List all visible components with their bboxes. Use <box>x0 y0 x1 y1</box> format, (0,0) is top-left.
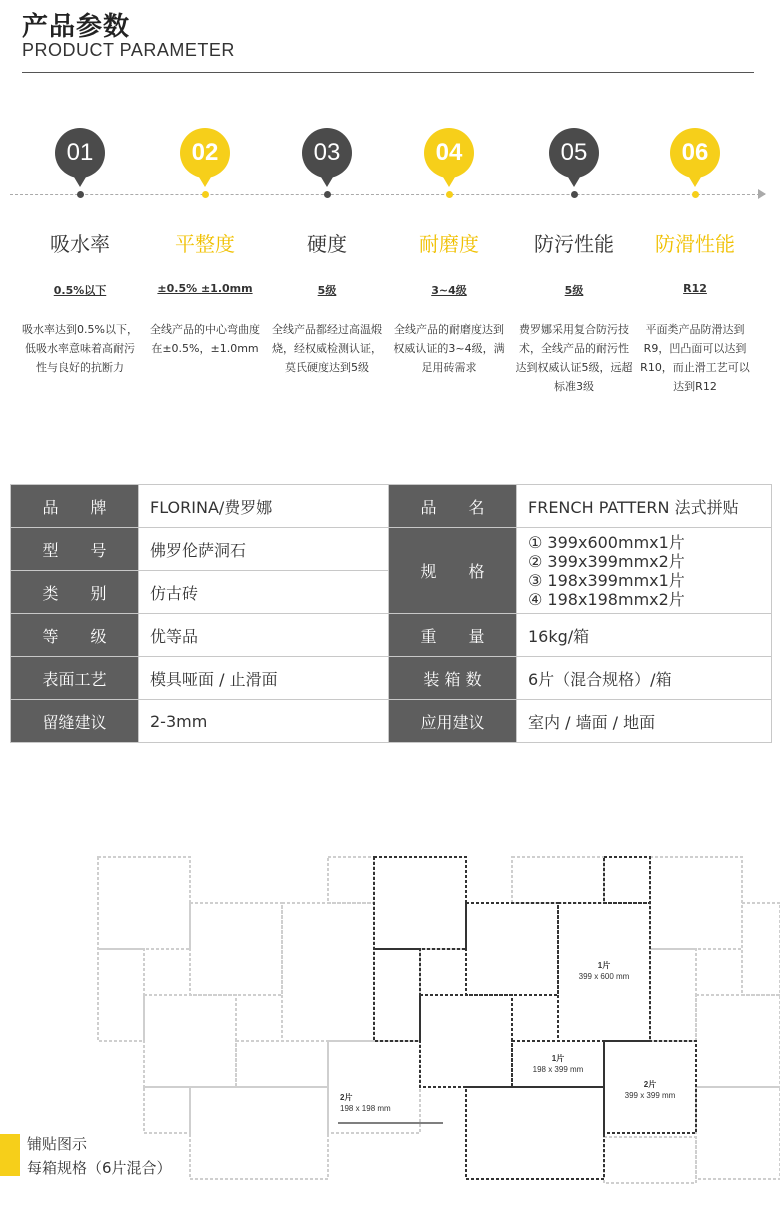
step-title: 吸水率 <box>50 232 110 256</box>
timeline-dot <box>77 191 84 198</box>
tile-count-label: 2片 <box>643 1080 657 1089</box>
box-qty-value: 6片（混合规格）/箱 <box>517 657 772 700</box>
weight-value: 16kg/箱 <box>517 614 772 657</box>
step-description: 平面类产品防滑达到R9，凹凸面可以达到R10，而止滑工艺可以达到R12 <box>640 323 750 393</box>
timeline-dot <box>446 191 453 198</box>
timeline-arrow-icon <box>758 189 766 199</box>
joint-label: 留缝建议 <box>11 700 139 743</box>
step-value: R12 <box>683 282 707 295</box>
step-value: ±0.5% ±1.0mm <box>157 282 253 295</box>
tile-shape <box>466 903 558 995</box>
step-title: 硬度 <box>307 232 347 256</box>
spec-item: ④ 198x198mmx2片 <box>528 589 685 609</box>
table-row <box>11 657 772 700</box>
spec-item: ① 399x600mmx1片 <box>528 532 685 552</box>
product-spec-table <box>10 484 772 743</box>
background-tiles <box>98 857 780 1183</box>
spec-item: ③ 198x399mmx1片 <box>528 570 685 590</box>
table-row <box>11 614 772 657</box>
timeline-dot <box>202 191 209 198</box>
step-description: 吸水率达到0.5%以下，低吸水率意味着高耐污性与良好的抗断力 <box>22 323 138 374</box>
timeline-line <box>10 194 765 195</box>
spec-item: ② 399x399mmx2片 <box>528 551 685 571</box>
surface-label: 表面工艺 <box>11 657 139 700</box>
surface-value: 模具哑面 / 止滑面 <box>139 657 389 700</box>
tile-size-label: 399 x 600 mm <box>578 972 630 981</box>
page-subtitle: PRODUCT PARAMETER <box>22 40 235 60</box>
grade-value: 优等品 <box>139 614 389 657</box>
param-step-stain-resistance <box>512 128 636 393</box>
model-value: 佛罗伦萨洞石 <box>139 528 389 571</box>
model-label: 型 号 <box>11 528 139 571</box>
step-description: 全线产品的耐磨度达到权威认证的3~4级，满足用砖需求 <box>393 323 505 374</box>
tile-shape <box>374 857 466 949</box>
title-divider <box>22 72 754 73</box>
param-step-slip-resistance <box>633 128 757 393</box>
timeline-dot <box>571 191 578 198</box>
tile-count-label: 1片 <box>597 961 611 970</box>
timeline-dot <box>324 191 331 198</box>
category-value: 仿古砖 <box>139 571 389 614</box>
step-value: 0.5%以下 <box>53 284 107 297</box>
param-step-water-absorption <box>18 128 142 374</box>
spec-label: 规 格 <box>389 528 517 614</box>
param-step-hardness <box>265 128 389 374</box>
step-description: 费罗娜采用复合防污技术，全线产品的耐污性达到权威认证5级，远超标准3级 <box>515 323 633 393</box>
table-row <box>11 528 772 571</box>
tile-198x399 <box>512 1041 604 1087</box>
step-number-badge: 01 <box>55 128 105 178</box>
page-title: 产品参数 <box>22 12 131 42</box>
param-step-flatness <box>143 128 267 355</box>
timeline-dot <box>692 191 699 198</box>
step-title: 防滑性能 <box>655 232 735 256</box>
brand-label: 品 牌 <box>11 485 139 528</box>
step-number-badge: 04 <box>424 128 474 178</box>
step-number-badge: 06 <box>670 128 720 178</box>
step-title: 耐磨度 <box>419 232 479 256</box>
step-title: 防污性能 <box>534 232 614 256</box>
tile-shape <box>604 857 650 903</box>
tile-count-label: 2片 <box>340 1093 353 1102</box>
tile-size-label: 198 x 399 mm <box>532 1065 584 1074</box>
step-title: 平整度 <box>175 232 235 256</box>
step-description: 全线产品都经过高温煅烧，经权威检测认证，莫氏硬度达到5级 <box>272 323 382 374</box>
step-number-badge: 02 <box>180 128 230 178</box>
usage-value: 室内 / 墙面 / 地面 <box>517 700 772 743</box>
step-value: 5级 <box>564 284 584 297</box>
diagram-caption-title: 铺贴图示 <box>27 1135 88 1153</box>
caption-accent-bar <box>0 1134 20 1176</box>
tile-layout-diagram <box>0 848 780 1188</box>
spec-value <box>517 528 772 614</box>
highlighted-tiles <box>374 857 696 1179</box>
usage-label: 应用建议 <box>389 700 517 743</box>
grade-label: 等 级 <box>11 614 139 657</box>
table-row <box>11 700 772 743</box>
joint-value: 2-3mm <box>139 700 389 743</box>
tile-shape <box>374 949 420 1041</box>
tile-shape <box>420 995 512 1087</box>
diagram-caption-subtitle: 每箱规格（6片混合） <box>27 1159 172 1177</box>
category-label: 类 别 <box>11 571 139 614</box>
weight-label: 重 量 <box>389 614 517 657</box>
tile-shape <box>466 1087 604 1179</box>
product-name-label: 品 名 <box>389 485 517 528</box>
brand-value: FLORINA/费罗娜 <box>139 485 389 528</box>
step-value: 3~4级 <box>431 284 467 297</box>
param-step-wear-resistance <box>387 128 511 374</box>
tile-size-label: 198 x 198 mm <box>340 1104 391 1113</box>
step-number-badge: 05 <box>549 128 599 178</box>
step-value: 5级 <box>317 284 337 297</box>
tile-size-label: 399 x 399 mm <box>624 1091 676 1100</box>
table-row <box>11 485 772 528</box>
box-qty-label: 装 箱 数 <box>389 657 517 700</box>
step-description: 全线产品的中心弯曲度在±0.5%，±1.0mm <box>150 323 260 355</box>
product-name-value: FRENCH PATTERN 法式拼贴 <box>517 485 772 528</box>
tile-count-label: 1片 <box>551 1054 565 1063</box>
step-number-badge: 03 <box>302 128 352 178</box>
